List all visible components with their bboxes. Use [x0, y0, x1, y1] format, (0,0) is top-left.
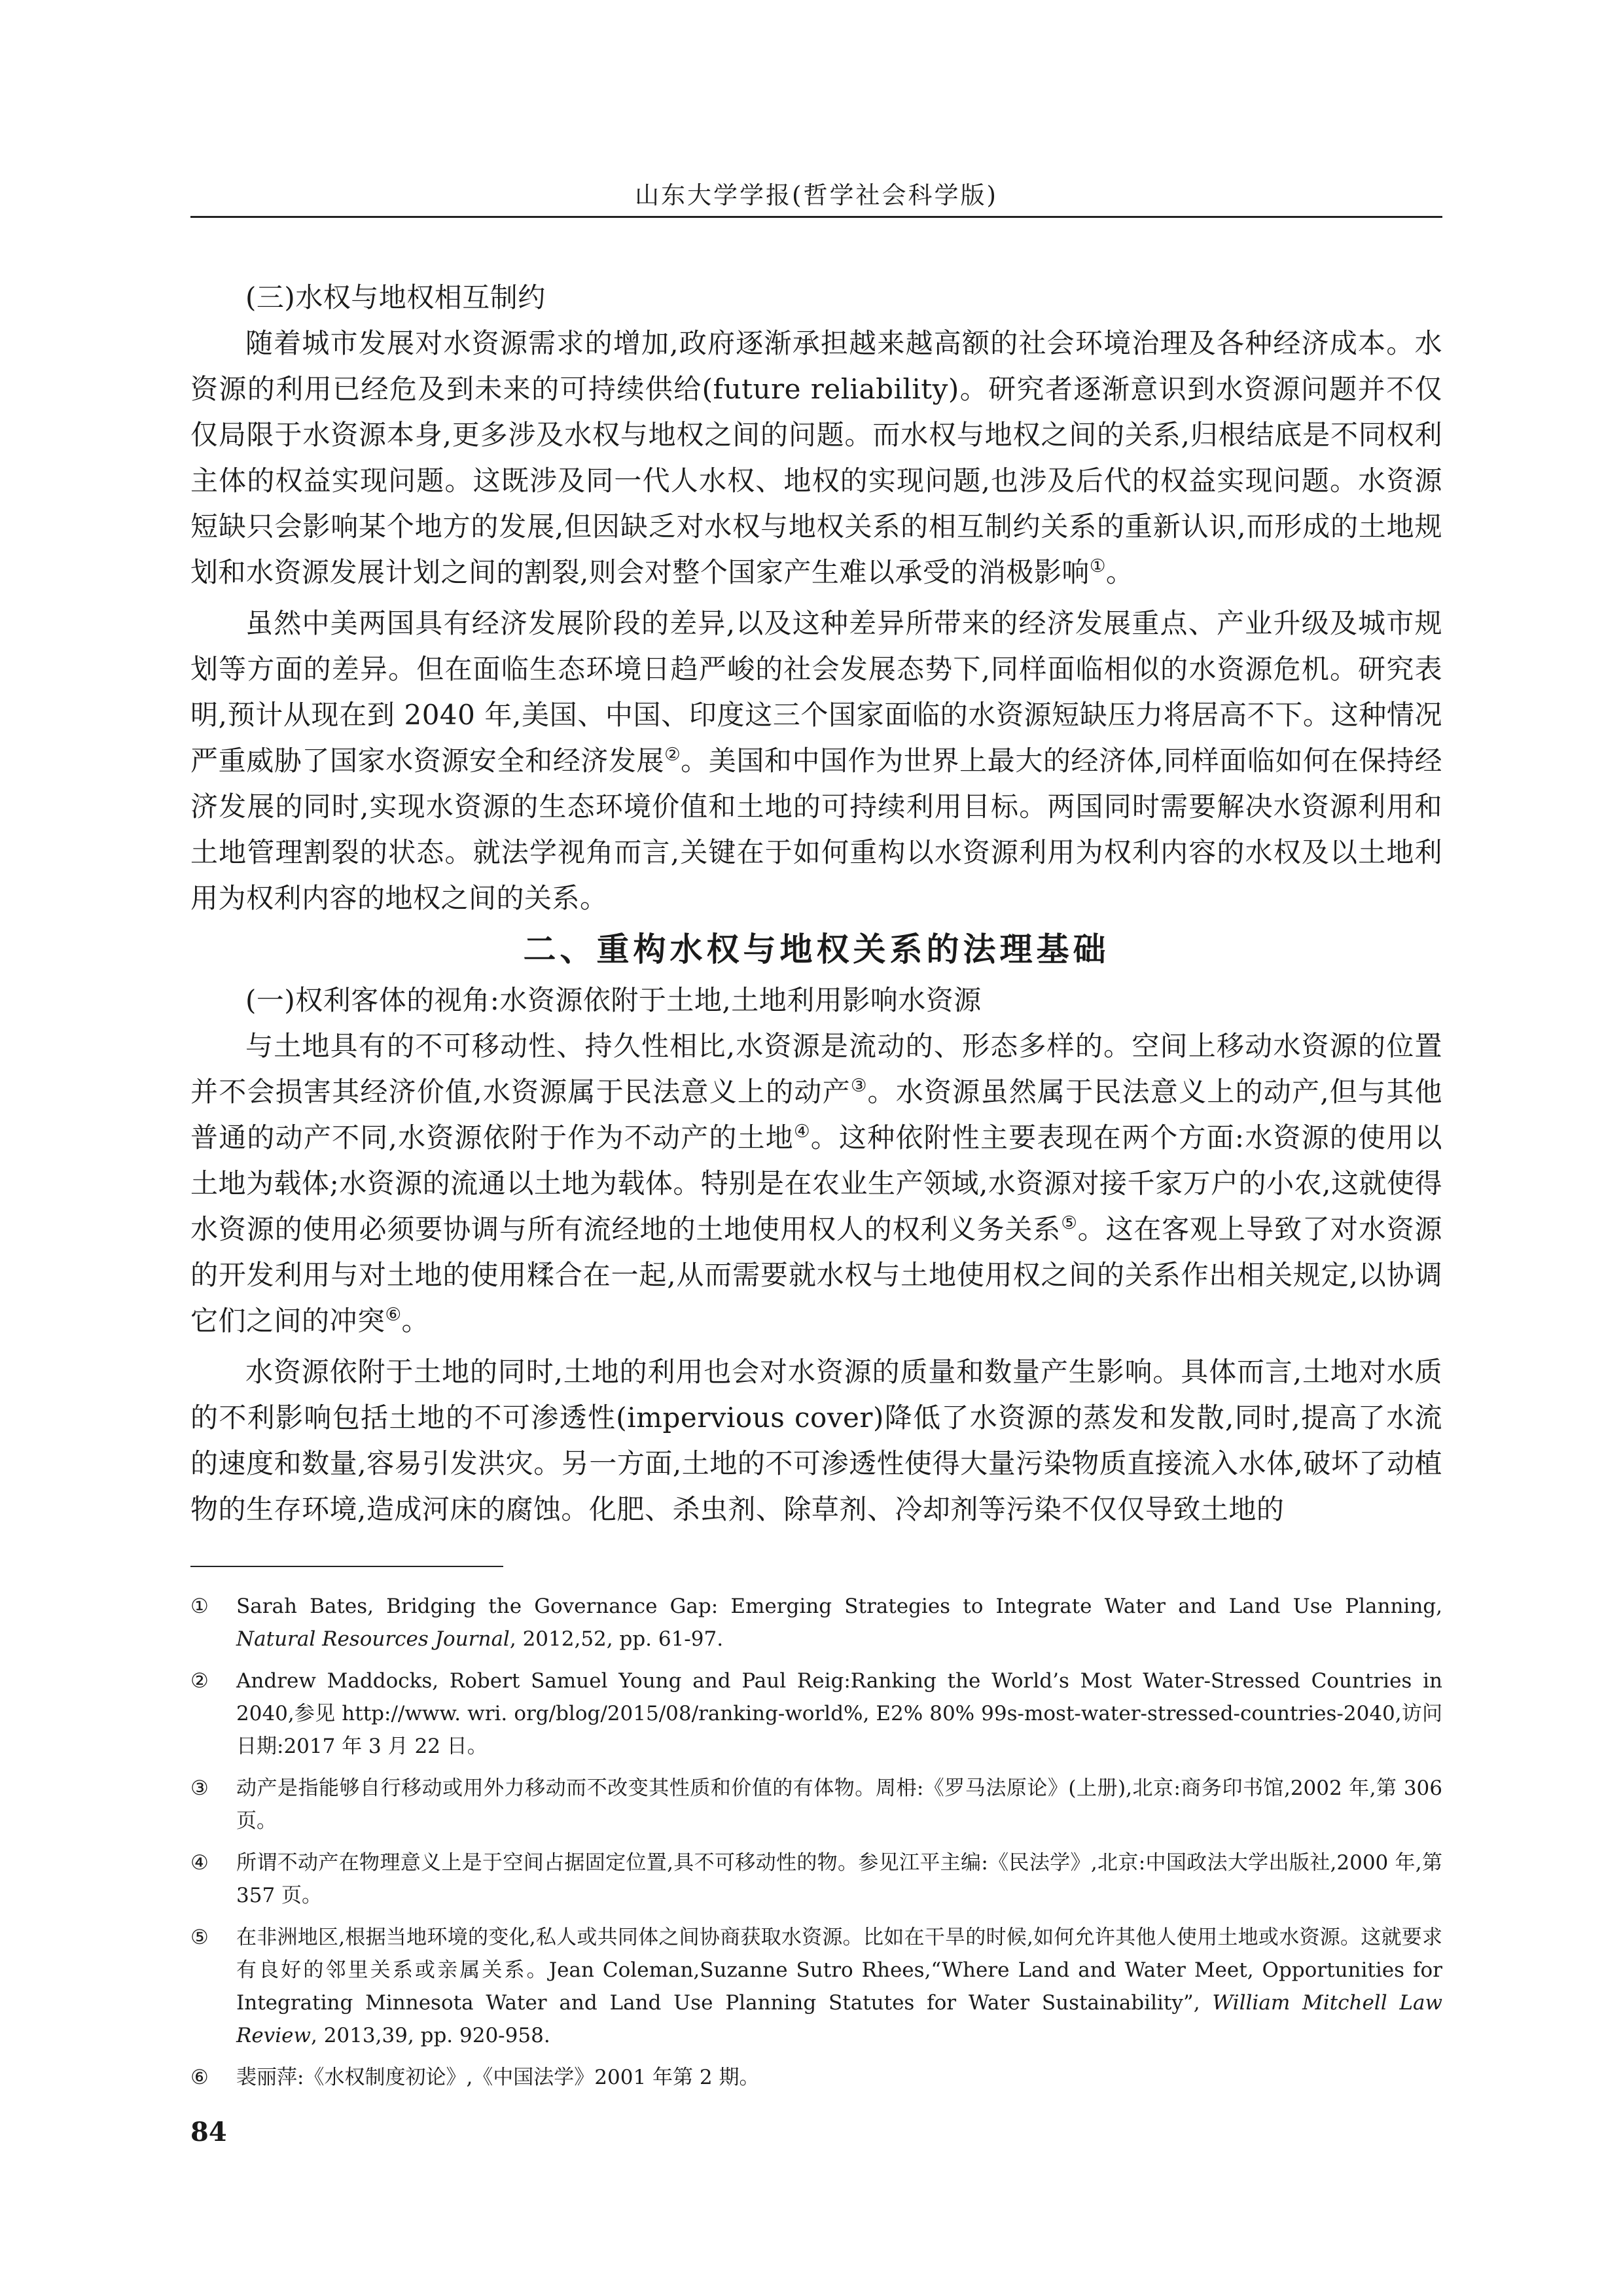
footnote-ref-2[interactable]: ②: [664, 745, 681, 765]
footnote-text: [236, 2061, 1442, 2094]
paragraph-3-text-a: 与土地具有的不可移动性、持久性相比,水资源是流动的、形态多样的。空间上移动水资源的位置并不会损害其经济价值,水资源属于民法意义上的动产: [190, 1030, 1442, 1108]
footnote-ref-1[interactable]: ①: [1089, 556, 1106, 576]
paragraph-1-text: 随着城市发展对水资源需求的增加,政府逐渐承担越来越高额的社会环境治理及各种经济成本。水资源的利用已经危及到未来的可持续供给(future reliability)。研究者逐渐意识到水资源问题并不仅仅局限于水资源本身,更多涉及水权与地权之间的问题。而水权与地权之间的关系,归根结底是不同权利主体的权益实现问题。这既涉及同一代人水权、地权的实现问题,也涉及后代的权益实现问题。水资源短缺只会影响某个地方的发展,但因缺乏对水权与地权关系的相互制约关系的重新认识,而形成的土地规划和水资源发展计划之间的割裂,则会对整个国家产生难以承受的消极影响: [190, 327, 1442, 588]
footnote-ref-4[interactable]: ④: [794, 1122, 811, 1142]
paragraph-1-tail: 。: [1105, 556, 1134, 588]
footnote-text-main: 在非洲地区,根据当地环境的变化,私人或共同体之间协商获取水资源。比如在干旱的时候,如何允许其他人使用土地或水资源。这就要求有良好的邻里关系或亲属关系。Jean Coleman,Suzanne Sutro Rhees,“Where Land and Water Meet, Opportunities for Integrating Minnesota Water and Land Use Planning Statutes for Water Sustainability”,: [236, 1926, 1442, 2015]
section-title: 二、重构水权与地权关系的法理基础: [523, 930, 1110, 968]
paragraph-3-text-b: 。水资源虽然属于民法意义上的动产,但与其他普通的动产不同,水资源依附于作为不动产的土地: [190, 1076, 1442, 1154]
footnote-text-main: 所谓不动产在物理意义上是于空间占据固定位置,具不可移动性的物。参见江平主编:《民法学》,北京:中国政法大学出版社,2000 年,第 357 页。: [236, 1851, 1442, 1907]
footnote-text: [236, 1846, 1442, 1912]
paragraph-2-text-a: 虽然中美两国具有经济发展阶段的差异,以及这种差异所带来的经济发展重点、产业升级及城市规划等方面的差异。但在面临生态环境日趋严峻的社会发展态势下,同样面临相似的水资源危机。研究表明,预计从现在到 2040 年,美国、中国、印度这三个国家面临的水资源短缺压力将居高不下。这种情况严重威胁了国家水资源安全和经济发展: [190, 607, 1442, 777]
running-head: 山东大学学报(哲学社会科学版): [635, 181, 998, 209]
footnote-rule: [190, 1566, 503, 1567]
footnote-text: [236, 1590, 1442, 1655]
footnote-mark: ④: [190, 1851, 209, 1875]
footnote-text-main: 裴丽萍:《水权制度初论》,《中国法学》2001 年第 2 期。: [236, 2066, 760, 2089]
page-number: 84: [190, 2117, 227, 2147]
footnote-journal-title: Natural Resources Journal: [236, 1627, 510, 1651]
footnote: [190, 1846, 1442, 1912]
footnote-text-tail: , 2012,52, pp. 61-97.: [509, 1627, 724, 1651]
footnote-mark: ⑤: [190, 1926, 209, 1949]
main-text: [190, 275, 1442, 1538]
paragraph-3: [190, 1023, 1442, 1344]
footnote-text-main: Andrew Maddocks, Robert Samuel Young and Paul Reig:Ranking the World’s Most Water-Stressed Countries in 2040,参见 http://www. wri. org/blog/2015/08/ranking-world%, E2% 80% 99s-most-water-stressed-countries-2040,访问日期:2017 年 3 月 22 日。: [236, 1669, 1442, 1758]
footnote: [190, 1590, 1442, 1655]
footnote-ref-5[interactable]: ⑤: [1061, 1213, 1078, 1233]
footnote-mark: ⑥: [190, 2066, 209, 2089]
paragraph-4: 水资源依附于土地的同时,土地的利用也会对水资源的质量和数量产生影响。具体而言,土地对水质的不利影响包括土地的不可渗透性(impervious cover)降低了水资源的蒸发和发散,同时,提高了水流的速度和数量,容易引发洪灾。另一方面,土地的不可渗透性使得大量污染物质直接流入水体,破坏了动植物的生存环境,造成河床的腐蚀。化肥、杀虫剂、除草剂、冷却剂等污染不仅仅导致土地的: [190, 1356, 1442, 1525]
footnotes: [190, 1590, 1442, 2103]
paragraph-3-text-e: 。: [401, 1305, 430, 1337]
footnote: [190, 1772, 1442, 1837]
paragraph-3-text-c: 。这种依附性主要表现在两个方面:水资源的使用以土地为载体;水资源的流通以土地为载体。特别是在农业生产领域,水资源对接千家万户的小农,这就使得水资源的使用必须要协调与所有流经地的土地使用权人的权利义务关系: [190, 1122, 1442, 1245]
paragraph-2-text-b: 。美国和中国作为世界上最大的经济体,同样面临如何在保持经济发展的同时,实现水资源的生态环境价值和土地的可持续利用目标。两国同时需要解决水资源利用和土地管理割裂的状态。就法学视角而言,关键在于如何重构以水资源利用为权利内容的水权及以土地利用为权利内容的地权之间的关系。: [190, 745, 1442, 914]
footnote: [190, 1665, 1442, 1763]
subsection-heading-1: (一)权利客体的视角:水资源依附于土地,土地利用影响水资源: [245, 984, 982, 1016]
paragraph-3-text-d: 。这在客观上导致了对水资源的开发利用与对土地的使用糅合在一起,从而需要就水权与土地使用权之间的关系作出相关规定,以协调它们之间的冲突: [190, 1213, 1442, 1337]
footnote-text-main: Sarah Bates, Bridging the Governance Gap: Emerging Strategies to Integrate Water and Land Use Planning,: [236, 1595, 1442, 1618]
footnote: [190, 1921, 1442, 2052]
paragraph-2: [190, 601, 1442, 921]
footnote-text: [236, 1665, 1442, 1763]
footnote-text: [236, 1921, 1442, 2052]
footnote-mark: ②: [190, 1669, 209, 1693]
subsection-heading-3: (三)水权与地权相互制约: [245, 281, 546, 313]
footnote-ref-3[interactable]: ③: [850, 1076, 868, 1096]
footnote-text-tail: , 2013,39, pp. 920-958.: [311, 2024, 550, 2047]
footnote-text-main: 动产是指能够自行移动或用外力移动而不改变其性质和价值的有体物。周枏:《罗马法原论》(上册),北京:商务印书馆,2002 年,第 306 页。: [236, 1776, 1442, 1833]
header-rule: [190, 216, 1442, 218]
footnote-ref-6[interactable]: ⑥: [385, 1305, 402, 1325]
footnote-journal-title: William Mitchell Law Review: [236, 1991, 1442, 2047]
footnote-mark: ③: [190, 1776, 209, 1800]
paragraph-1: [190, 321, 1442, 595]
footnote-text: [236, 1772, 1442, 1837]
footnote-mark: ①: [190, 1595, 209, 1618]
footnote: [190, 2061, 1442, 2094]
